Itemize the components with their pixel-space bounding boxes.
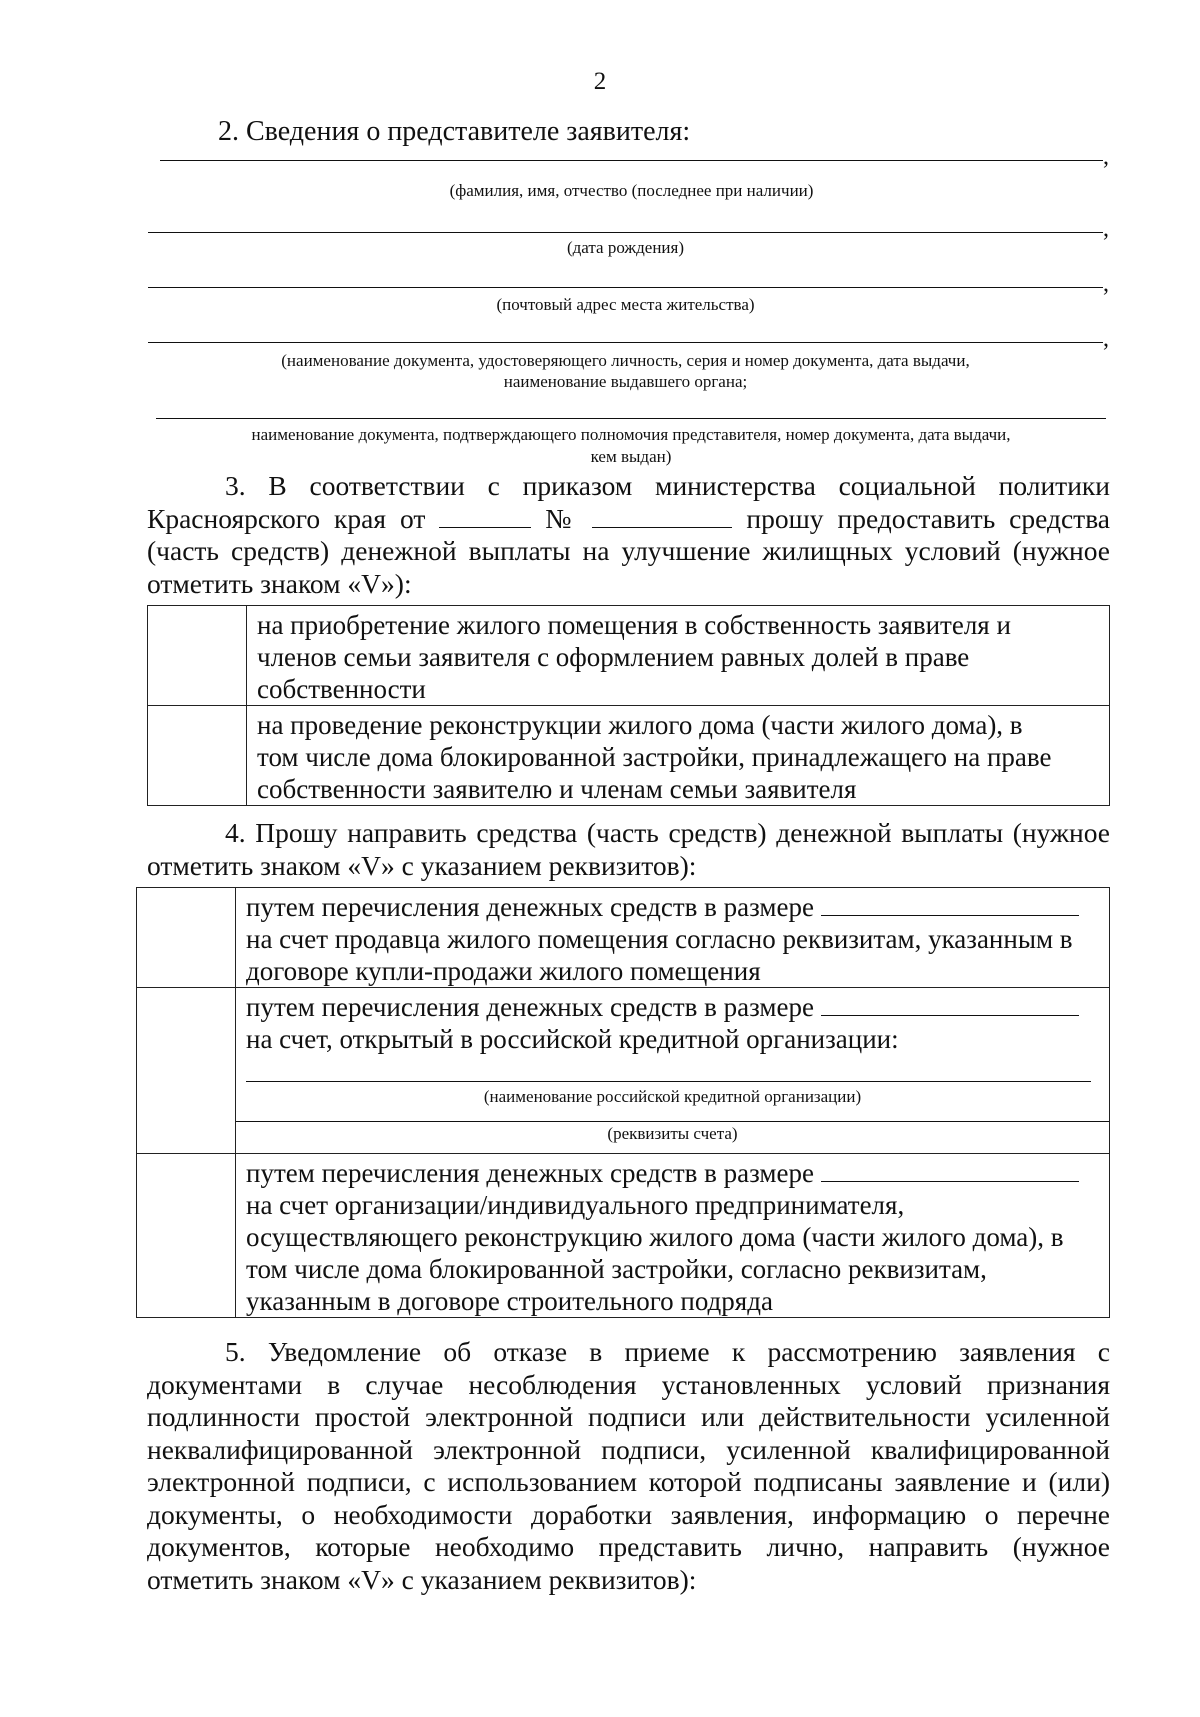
address-line[interactable] xyxy=(148,287,1103,288)
birth-date-caption: (дата рождения) xyxy=(566,238,685,257)
id-document-comma: , xyxy=(1103,326,1109,352)
section-4-option-3-checkbox[interactable] xyxy=(137,1154,236,1318)
section-4-options-table xyxy=(136,887,1110,1318)
section-4-option-row xyxy=(137,888,1110,988)
id-document-line[interactable] xyxy=(148,342,1103,343)
account-details-line[interactable] xyxy=(236,1121,1109,1122)
page-number: 2 xyxy=(593,68,607,95)
address-comma: , xyxy=(1103,271,1109,297)
authority-caption-1: наименование документа, подтверждающего полномочия представителя, номер документа, дата выдачи, xyxy=(251,425,1011,444)
address-caption: (почтовый адрес места жительства) xyxy=(496,295,755,314)
amount-blank-3[interactable] xyxy=(821,1159,1079,1182)
section-4-option-1-line-2: на счет продавца жилого помещения согласно реквизитам, указанным в договоре купли-продажи жилого помещения xyxy=(246,924,1073,986)
order-date-blank[interactable] xyxy=(439,505,531,528)
section-3-option-1-checkbox[interactable] xyxy=(148,606,247,706)
section-4-option-row xyxy=(137,988,1110,1154)
section-3-options-table xyxy=(147,605,1110,806)
section-4-option-1-cell xyxy=(236,888,1110,988)
birth-date-line[interactable] xyxy=(148,232,1103,233)
authority-document-line[interactable] xyxy=(156,418,1106,419)
section-3-option-1-cell xyxy=(247,606,1110,706)
section-4-option-1-text xyxy=(236,888,1109,987)
section-4-option-2-text xyxy=(236,988,1109,1055)
account-details-caption: (реквизиты счета) xyxy=(607,1124,738,1143)
amount-blank-1[interactable] xyxy=(821,893,1079,916)
section-3-option-row xyxy=(148,706,1110,806)
section-3-option-row xyxy=(148,606,1110,706)
section-4-option-1-checkbox[interactable] xyxy=(137,888,236,988)
section-3-paragraph xyxy=(147,470,1110,600)
section-3-option-2-cell xyxy=(247,706,1110,806)
section-3-option-1-text: на приобретение жилого помещения в собственность заявителя и членов семьи заявителя с оформлением равных долей в праве собственности xyxy=(257,610,1011,704)
section-4-option-3-text xyxy=(236,1154,1109,1317)
section-4-paragraph: 4. Прошу направить средства (часть средств) денежной выплаты (нужное отметить знаком «V» с указанием реквизитов): xyxy=(147,817,1110,881)
order-number-blank[interactable] xyxy=(592,505,732,528)
birth-date-comma: , xyxy=(1103,216,1109,242)
fio-caption: (фамилия, имя, отчество (последнее при наличии) xyxy=(449,181,814,200)
section-4-option-2-line-1: путем перечисления денежных средств в размере xyxy=(246,992,814,1022)
section-2-heading: 2. Сведения о представителе заявителя: xyxy=(218,116,691,147)
section-3-option-2-text: на проведение реконструкции жилого дома (части жилого дома), в том числе дома блокированной застройки, принадлежащего на праве собственности заявителю и членам семьи заявителя xyxy=(257,710,1052,804)
section-4-option-3-line-2: на счет организации/индивидуального предпринимателя, осуществляющего реконструкцию жилого дома (части жилого дома), в том числе дома блокированной застройки, согласно реквизитам, указанным в договоре строительного подряда xyxy=(246,1190,1064,1316)
section-4-option-3-cell xyxy=(236,1154,1110,1318)
bank-name-caption: (наименование российской кредитной организации) xyxy=(483,1087,862,1106)
fio-comma: , xyxy=(1103,144,1109,170)
section-3-option-2-checkbox[interactable] xyxy=(148,706,247,806)
section-4-option-2-checkbox[interactable] xyxy=(137,988,236,1154)
bank-name-line[interactable] xyxy=(246,1081,1091,1082)
fio-line[interactable] xyxy=(160,160,1103,161)
section-3-number-sign: № xyxy=(545,502,579,534)
section-3-text-1: 3. В соответствии с приказом министерства социальной политики Красноярского края от xyxy=(147,470,1110,534)
section-4-option-row xyxy=(137,1154,1110,1318)
section-4-option-1-line-1: путем перечисления денежных средств в размере xyxy=(246,892,814,922)
id-document-caption-2: наименование выдавшего органа; xyxy=(503,372,748,391)
section-5-paragraph: 5. Уведомление об отказе в приеме к рассмотрению заявления с документами в случае несоблюдения установленных условий признания подлинности простой электронной подписи или действительности усиленной неквалифицированной электронной подписи, усиленной квалифицированной электронной подписи, с использованием которой подписаны заявление и (или) документы, о необходимости доработки заявления, информацию о перечне документов, которые необходимо представить лично, направить (нужное отметить знаком «V» с указанием реквизитов): xyxy=(147,1336,1110,1595)
authority-caption-2: кем выдан) xyxy=(590,447,672,466)
section-4-option-2-cell xyxy=(236,988,1110,1154)
id-document-caption-1: (наименование документа, удостоверяющего личность, серия и номер документа, дата выдачи, xyxy=(281,351,970,370)
amount-blank-2[interactable] xyxy=(821,993,1079,1016)
section-4-option-2-line-2: на счет, открытый в российской кредитной организации: xyxy=(246,1024,899,1054)
section-4-option-3-line-1: путем перечисления денежных средств в размере xyxy=(246,1158,814,1188)
section-3-text-2: прошу предоставить средства (часть средств) денежной выплаты на улучшение жилищных условий (нужное отметить знаком «V»): xyxy=(147,502,1111,599)
